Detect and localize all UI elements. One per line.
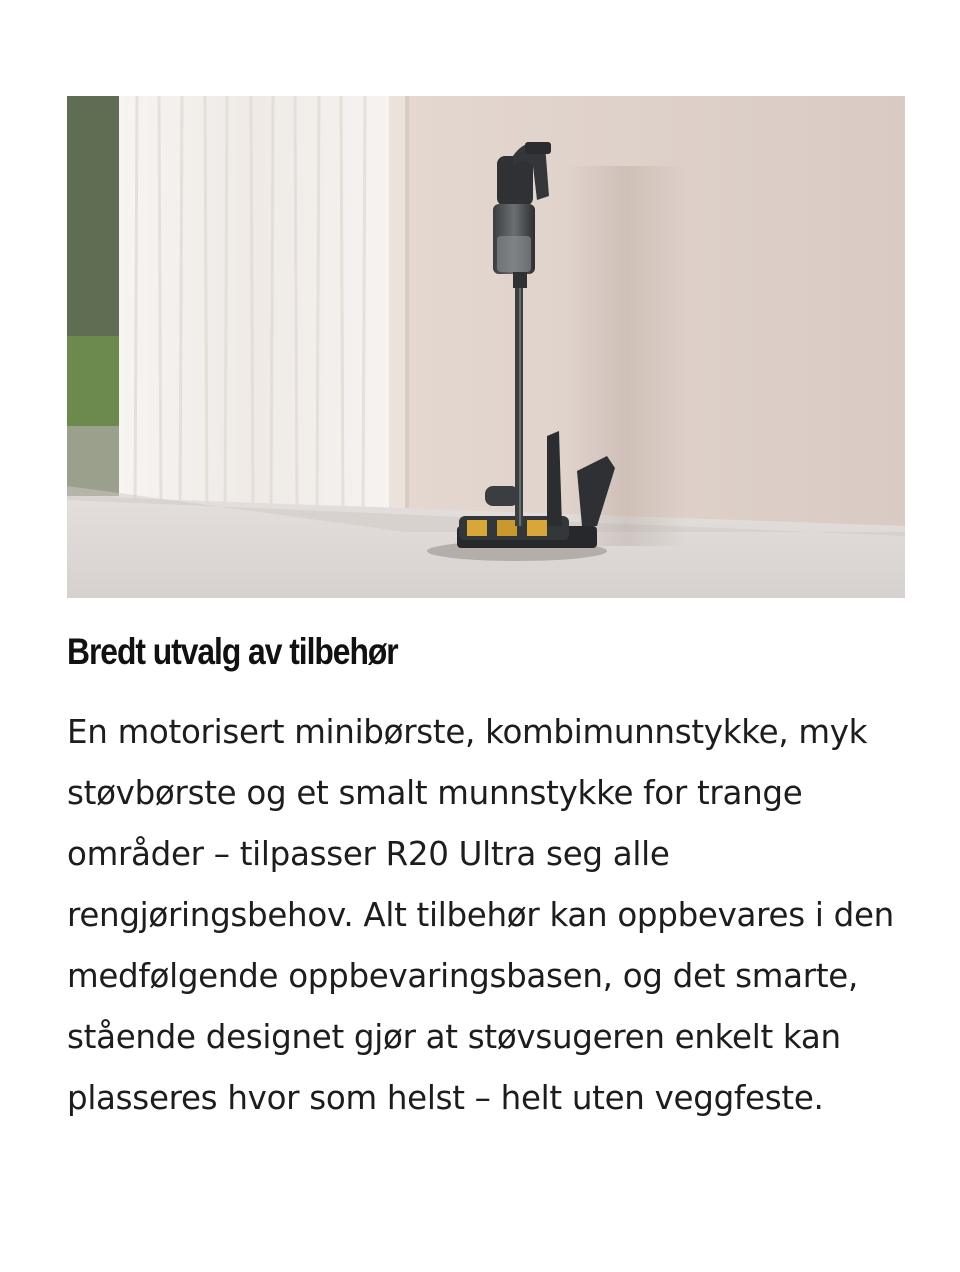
section-title: Bredt utvalg av tilbehør <box>67 631 398 672</box>
section-description: En motorisert minibørste, kombimunnstykke, myk støvbørste og et smalt munnstykke for trange områder – tilpasser R20 Ultra seg alle rengjøringsbehov. Alt tilbehør kan oppbevares i den medfølgende oppbevaringsbasen, og det smarte, stående designet gjør at støvsugeren enkelt kan plasseres hvor som helst – helt uten veggfeste. <box>67 713 894 1117</box>
product-feature-section <box>67 96 905 1129</box>
vacuum-cleaner-photo <box>67 96 905 598</box>
product-image <box>67 96 905 598</box>
